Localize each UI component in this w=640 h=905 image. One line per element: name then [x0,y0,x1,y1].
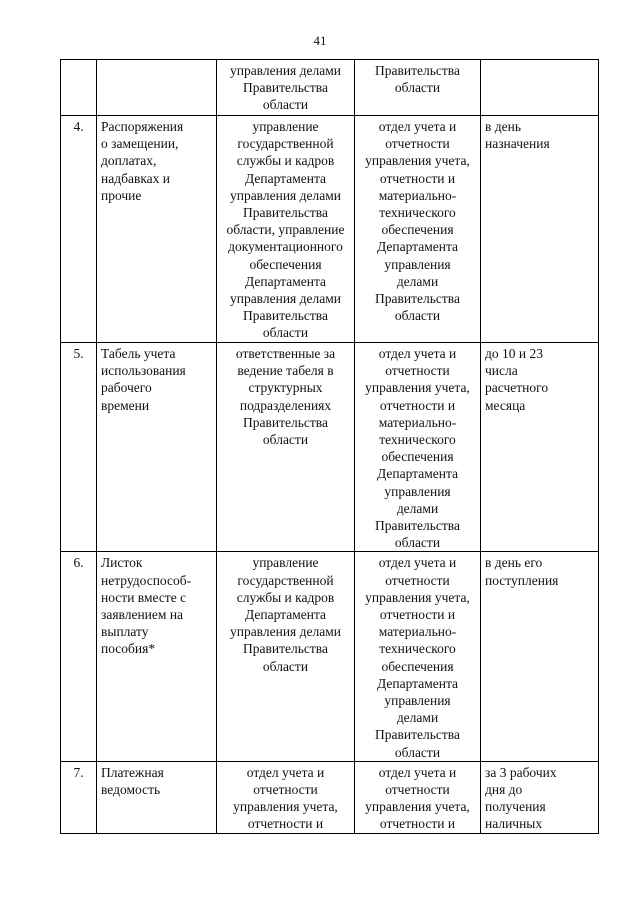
receiver: отдел учета и отчетности управления учета, отчетности и материально- технического обеспечения Департамента управления делами Правительства области [355,552,481,761]
preparer: управления делами Правительства области [217,60,355,116]
table-row [61,761,599,833]
table-row [61,343,599,552]
preparer: управление государственной службы и кадров Департамента управления делами Правительства области [217,552,355,761]
preparer: ответственные за ведение табеля в структурных подразделениях Правительства области [217,343,355,552]
receiver: отдел учета и отчетности управления учета, отчетности и материально- технического обеспечения Департамента управления делами Правительства области [355,343,481,552]
row-number: 4. [61,116,97,343]
receiver: отдел учета и отчетности управления учета, отчетности и [355,761,481,833]
document-table [60,59,599,834]
deadline: в день назначения [481,116,599,343]
row-number: 7. [61,761,97,833]
table-row [61,552,599,761]
deadline: в день его поступления [481,552,599,761]
document-name: Листок нетрудоспособ- ности вместе с заявлением на выплату пособия* [97,552,217,761]
deadline: за 3 рабочих дня до получения наличных [481,761,599,833]
row-number: 6. [61,552,97,761]
page-number: 41 [313,33,327,48]
preparer: управление государственной службы и кадров Департамента управления делами Правительства области, управление документационного обеспечения Департамента управления делами Правительства области [217,116,355,343]
document-name: Распоряжения о замещении, доплатах, надбавках и прочие [97,116,217,343]
row-number: 5. [61,343,97,552]
receiver: Правительства области [355,60,481,116]
document-name [97,60,217,116]
document-name: Табель учета использования рабочего времени [97,343,217,552]
row-number [61,60,97,116]
receiver: отдел учета и отчетности управления учета, отчетности и материально- технического обеспечения Департамента управления делами Правительства области [355,116,481,343]
document-name: Платежная ведомость [97,761,217,833]
table-row [61,60,599,116]
deadline: до 10 и 23 числа расчетного месяца [481,343,599,552]
preparer: отдел учета и отчетности управления учета, отчетности и [217,761,355,833]
table-row [61,116,599,343]
deadline [481,60,599,116]
